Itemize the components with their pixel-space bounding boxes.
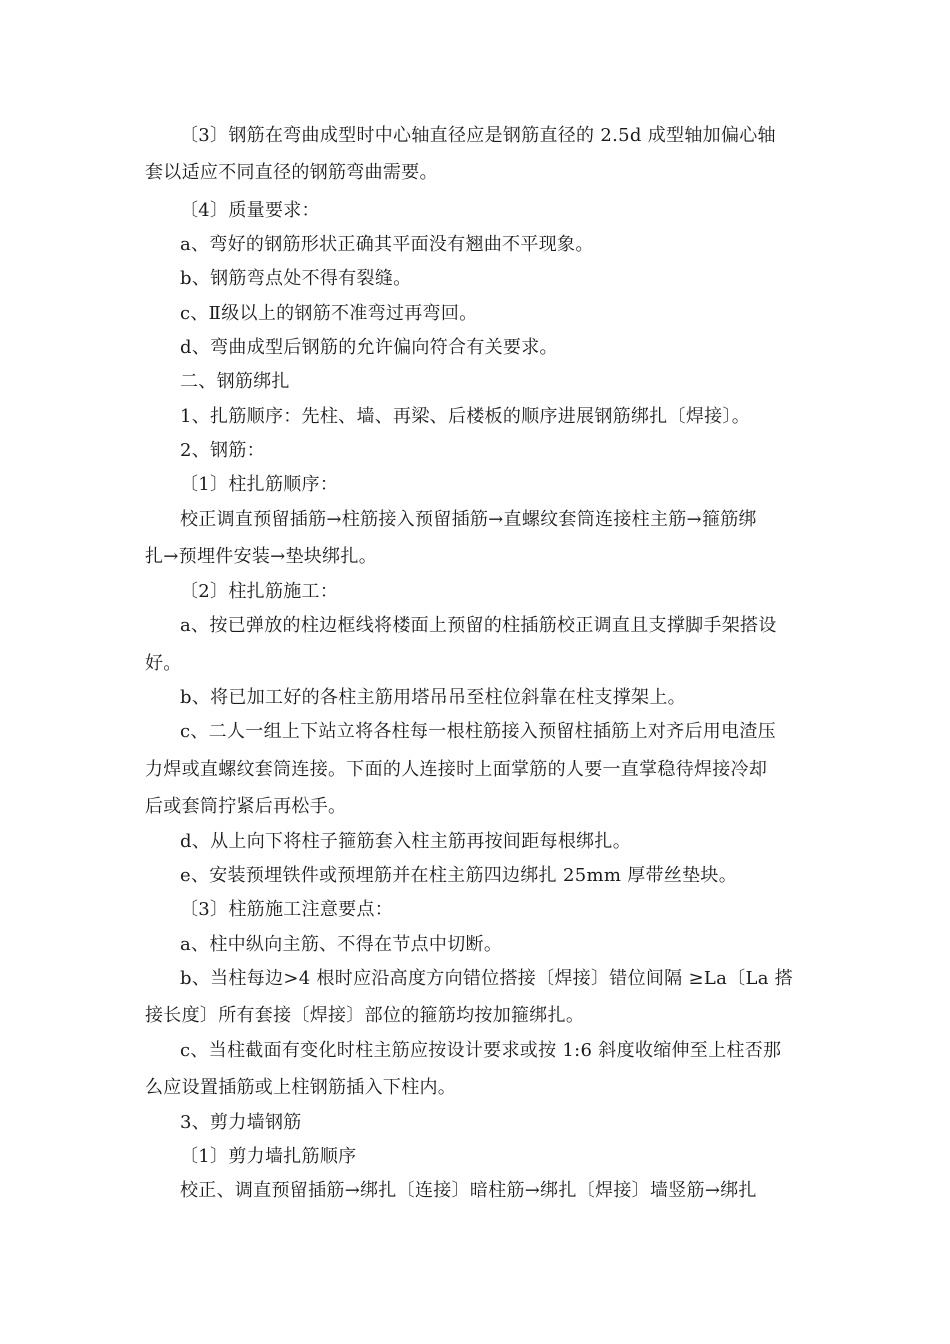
text-line: c、二人一组上下站立将各柱每一根柱筋接入预留柱插筋上对齐后用电渣压 [180,721,776,742]
text-line: a、按已弹放的柱边框线将楼面上预留的柱插筋校正调直且支撑脚手架搭设 [180,615,777,636]
text-line: a、柱中纵向主筋、不得在节点中切断。 [180,934,503,955]
section-heading: 二、钢筋绑扎 [180,371,290,392]
text-line: 好。 [145,653,182,674]
text-line: 校正、调直预留插筋→绑扎〔连接〕暗柱筋→绑扎〔焊接〕墙竖筋→绑扎 [180,1180,757,1201]
text-line: 校正调直预留插筋→柱筋接入预留插筋→直螺纹套筒连接柱主筋→箍筋绑 [180,509,757,530]
text-line: a、弯好的钢筋形状正确其平面没有翘曲不平现象。 [180,234,594,255]
section-heading: 3、剪力墙钢筋 [180,1112,302,1133]
text-line: 套以适应不同直径的钢筋弯曲需要。 [145,162,438,183]
text-line: 〔3〕柱筋施工注意要点： [180,899,394,920]
text-line: 〔1〕柱扎筋顺序： [180,474,339,495]
text-line: 后或套筒拧紧后再松手。 [145,796,347,817]
text-line: d、从上向下将柱子箍筋套入柱主筋再按间距每根绑扎。 [180,831,632,852]
text-line: 2、钢筋： [180,440,265,461]
text-line: 〔3〕钢筋在弯曲成型时中心轴直径应是钢筋直径的 2.5d 成型轴加偏心轴 [180,125,776,146]
text-line: b、钢筋弯点处不得有裂缝。 [180,268,412,289]
text-line: 1、扎筋顺序：先柱、墙、再梁、后楼板的顺序进展钢筋绑扎〔焊接〕。 [180,406,751,427]
text-line: 扎→预埋件安装→垫块绑扎。 [145,546,378,567]
text-line: b、当柱每边>4 根时应沿高度方向错位搭接〔焊接〕错位间隔 ≥La〔La 搭 [180,968,794,989]
text-line: 接长度〕所有套接〔焊接〕部位的箍筋均按加箍绑扎。 [145,1005,585,1026]
text-line: e、安装预埋铁件或预埋筋并在柱主筋四边绑扎 25mm 厚带丝垫块。 [180,865,738,886]
text-line: 〔4〕质量要求： [180,200,320,221]
text-line: 〔2〕柱扎筋施工： [180,581,339,602]
text-line: 么应设置插筋或上柱钢筋插入下柱内。 [145,1077,457,1098]
text-line: 〔1〕剪力墙扎筋顺序 [180,1146,357,1167]
text-line: b、将已加工好的各柱主筋用塔吊吊至柱位斜靠在柱支撑架上。 [180,687,686,708]
text-line: 力焊或直螺纹套筒连接。下面的人连接时上面掌筋的人要一直掌稳待焊接冷却 [145,759,768,780]
text-line: d、弯曲成型后钢筋的允许偏向符合有关要求。 [180,337,558,358]
text-line: c、Ⅱ级以上的钢筋不准弯过再弯回。 [180,303,478,324]
text-line: c、当柱截面有变化时柱主筋应按设计要求或按 1:6 斜度收缩伸至上柱否那 [180,1040,782,1061]
